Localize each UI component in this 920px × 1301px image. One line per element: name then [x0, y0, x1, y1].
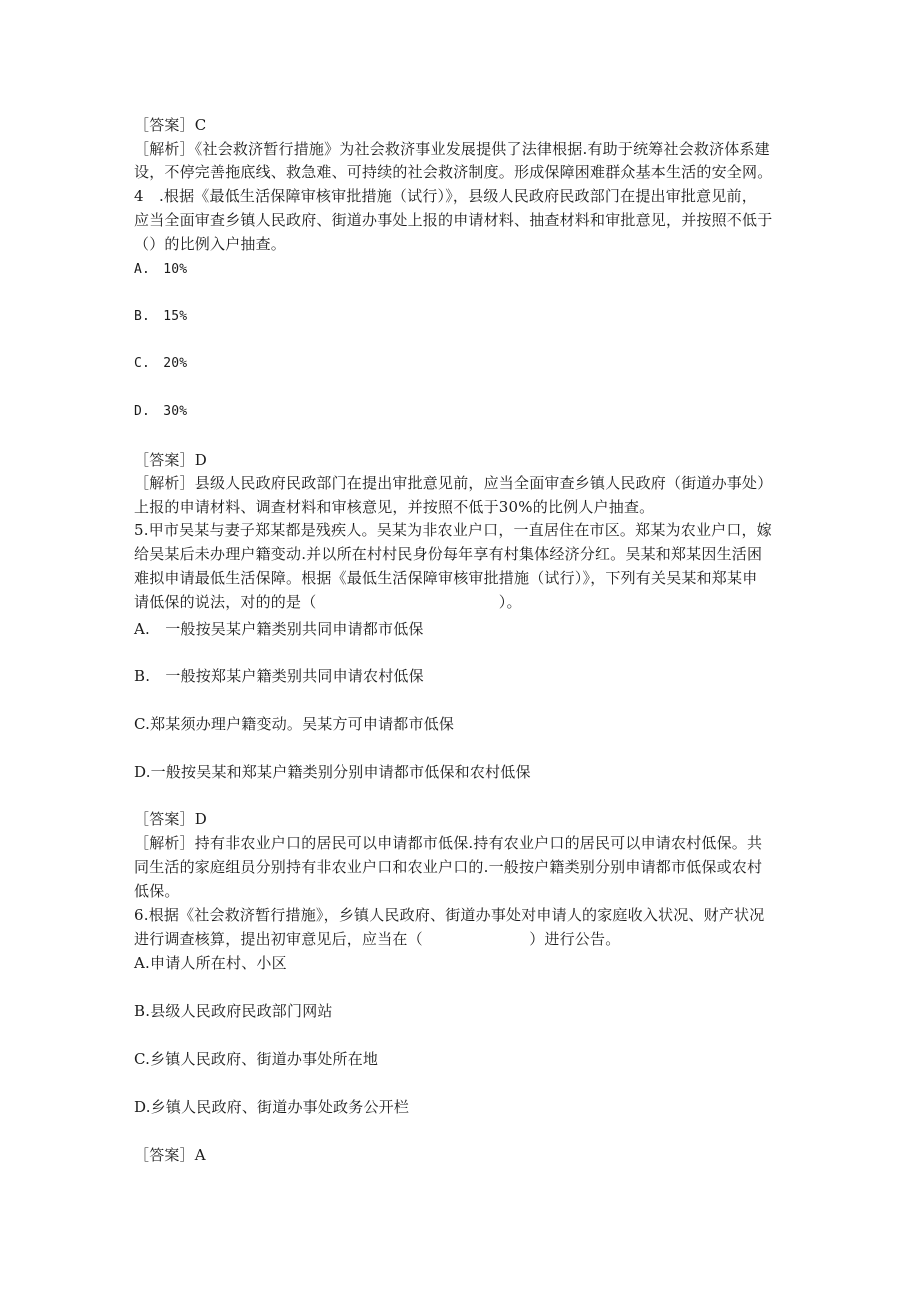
q6-stem-line-1: 6.根据《社会救济暂行措施》，乡镇人民政府、街道办事处对申请人的家庭收入状况、财产状况	[134, 906, 765, 924]
q5-analysis-line-1: ［解析］持有非农业户口的居民可以申请都市低保.持有农业户口的居民可以申请农村低保。共	[134, 834, 763, 852]
q5-answer: ［答案］D	[134, 810, 208, 828]
q3-analysis-line-2: 设，不停完善拖底线、救急难、可持续的社会救济制度。形成保障困难群众基本生活的安全网。	[134, 163, 773, 181]
q5-option-d: D.一般按吴某和郑某户籍类别分别申请都市低保和农村低保	[134, 763, 531, 781]
q4-stem-line-1: 4 .根据《最低生活保障审核审批措施（试行）》，县级人民政府民政部门在提出审批意见前，	[134, 187, 757, 205]
q6-answer: ［答案］A	[134, 1146, 206, 1164]
q5-analysis-line-2: 同生活的家庭组员分别持有非农业户口和农业户口的.一般按户籍类别分别申请都市低保或农村	[134, 858, 763, 876]
q3-analysis-line-1: ［解析］《社会救济暂行措施》为社会救济事业发展提供了法律根据.有助于统筹社会救济体系建	[134, 140, 770, 158]
q4-option-d: D. 30%	[134, 404, 188, 419]
q4-stem-line-3: （）的比例入户抽查。	[134, 235, 287, 253]
q3-answer: ［答案］C	[134, 116, 207, 134]
q5-analysis-line-3: 低保。	[134, 882, 180, 900]
q4-option-a: A. 10%	[134, 262, 188, 277]
q5-stem-line-2: 给吴某后未办理户籍变动.并以所在村村民身份每年享有村集体经济分红。吴某和郑某因生活困	[134, 545, 763, 563]
q4-analysis-line-2: 上报的申请材料、调查材料和审核意见，并按照不低于30%的比例人户抽查。	[134, 498, 655, 516]
q5-stem-line-1: 5.甲市吴某与妻子郑某都是残疾人。吴某为非农业户口，一直居住在市区。郑某为农业户口，嫁	[134, 521, 772, 539]
q4-answer: ［答案］D	[134, 451, 208, 469]
q6-option-b: B.县级人民政府民政部门网站	[134, 1002, 333, 1020]
q5-stem-line-3: 难拟申请最低生活保障。根据《最低生活保障审核审批措施（试行）》，下列有关吴某和郑某申	[134, 569, 758, 587]
q6-option-c: C.乡镇人民政府、街道办事处所在地	[134, 1050, 379, 1068]
q5-option-b: B. 一般按郑某户籍类别共同申请农村低保	[134, 667, 424, 685]
q4-option-b: B. 15%	[134, 309, 188, 324]
q4-stem-line-2: 应当全面审查乡镇人民政府、街道办事处上报的申请材料、抽查材料和审批意见，并按照不低于	[134, 211, 773, 229]
q6-option-a: A.申请人所在村、小区	[134, 954, 287, 972]
q5-stem-line-4: 请低保的说法，对的的是（ ）。	[134, 593, 522, 611]
q6-stem-line-2: 进行调查核算，提出初审意见后，应当在（ ）进行公告。	[134, 930, 621, 948]
q4-analysis-line-1: ［解析］县级人民政府民政部门在提出审批意见前，应当全面审查乡镇人民政府（街道办事处）	[134, 474, 773, 492]
q6-option-d: D.乡镇人民政府、街道办事处政务公开栏	[134, 1098, 410, 1116]
q5-option-a: A. 一般按吴某户籍类别共同申请都市低保	[134, 620, 424, 638]
q5-option-c: C.郑某须办理户籍变动。吴某方可申请都市低保	[134, 715, 455, 733]
q4-option-c: C. 20%	[134, 356, 188, 371]
